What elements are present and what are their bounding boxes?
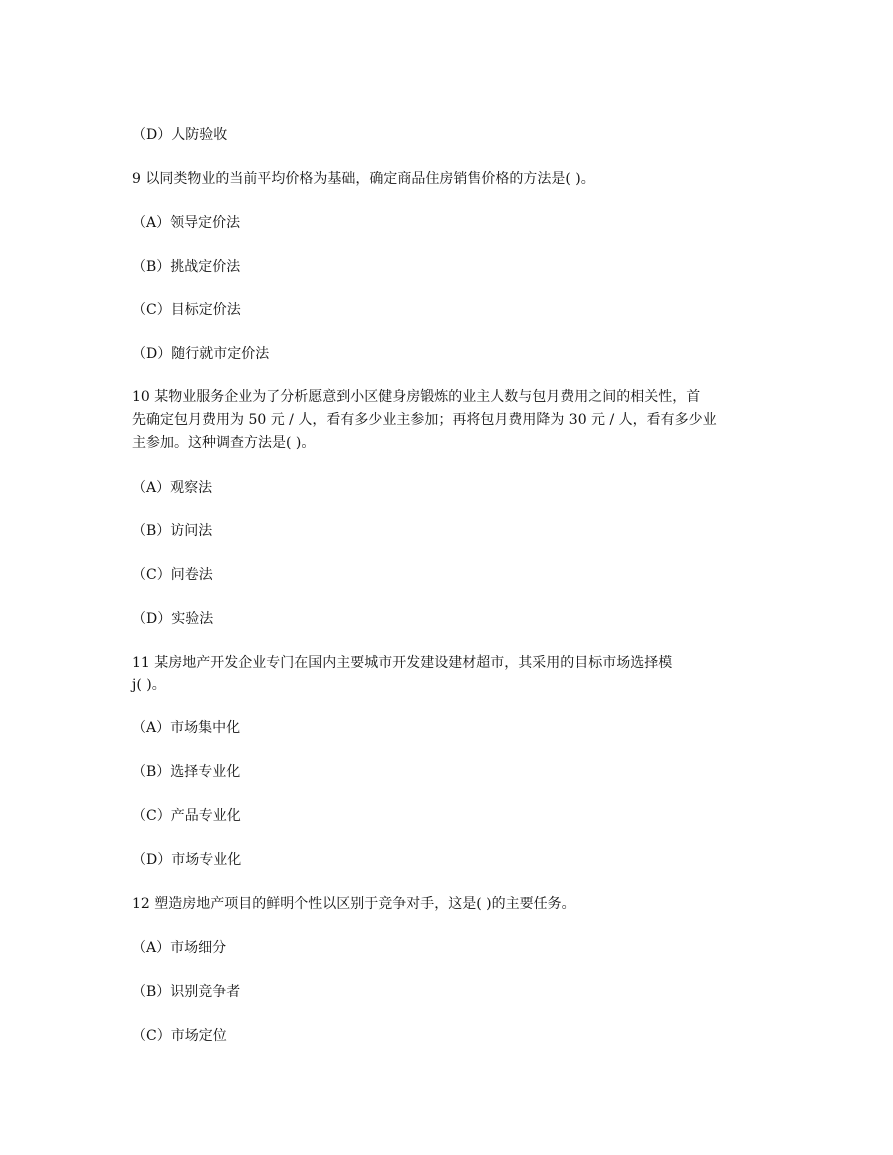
question-9-option-c: （C）目标定价法 <box>132 302 241 318</box>
question-11-line-2: j( )。 <box>132 677 166 693</box>
question-10-option-b: （B）访问法 <box>132 523 213 539</box>
question-10-line-3: 主参加。这种调查方法是( )。 <box>132 435 316 451</box>
question-10-option-c: （C）问卷法 <box>132 567 213 583</box>
question-9-option-a: （A）领导定价法 <box>132 215 241 231</box>
question-12-option-c: （C）市场定位 <box>132 1028 227 1044</box>
question-11-option-d: （D）市场专业化 <box>132 852 242 868</box>
question-10-line-2: 先确定包月费用为 50 元 / 人，看有多少业主参加；再将包月费用降为 30 元 / 人，看有多少业 <box>132 412 717 428</box>
question-11-option-b: （B）选择专业化 <box>132 764 241 780</box>
question-10-option-d: （D）实验法 <box>132 611 214 627</box>
question-9-option-b: （B）挑战定价法 <box>132 259 241 275</box>
question-9-option-d: （D）随行就市定价法 <box>132 346 270 362</box>
option-9-d-prev: （D）人防验收 <box>132 127 228 143</box>
question-10-line-1: 10 某物业服务企业为了分析愿意到小区健身房锻炼的业主人数与包月费用之间的相关性，首 <box>132 389 701 405</box>
question-12-option-b: （B）识别竞争者 <box>132 984 241 1000</box>
question-11-option-c: （C）产品专业化 <box>132 808 241 824</box>
question-9-text: 9 以同类物业的当前平均价格为基础，确定商品住房销售价格的方法是( )。 <box>132 171 595 187</box>
question-11-option-a: （A）市场集中化 <box>132 720 241 736</box>
question-11-line-1: 11 某房地产开发企业专门在国内主要城市开发建设建材超市，其采用的目标市场选择模 <box>132 655 673 671</box>
question-10-option-a: （A）观察法 <box>132 480 213 496</box>
question-12-option-a: （A）市场细分 <box>132 940 227 956</box>
question-12-text: 12 塑造房地产项目的鲜明个性以区别于竞争对手，这是( )的主要任务。 <box>132 896 576 912</box>
